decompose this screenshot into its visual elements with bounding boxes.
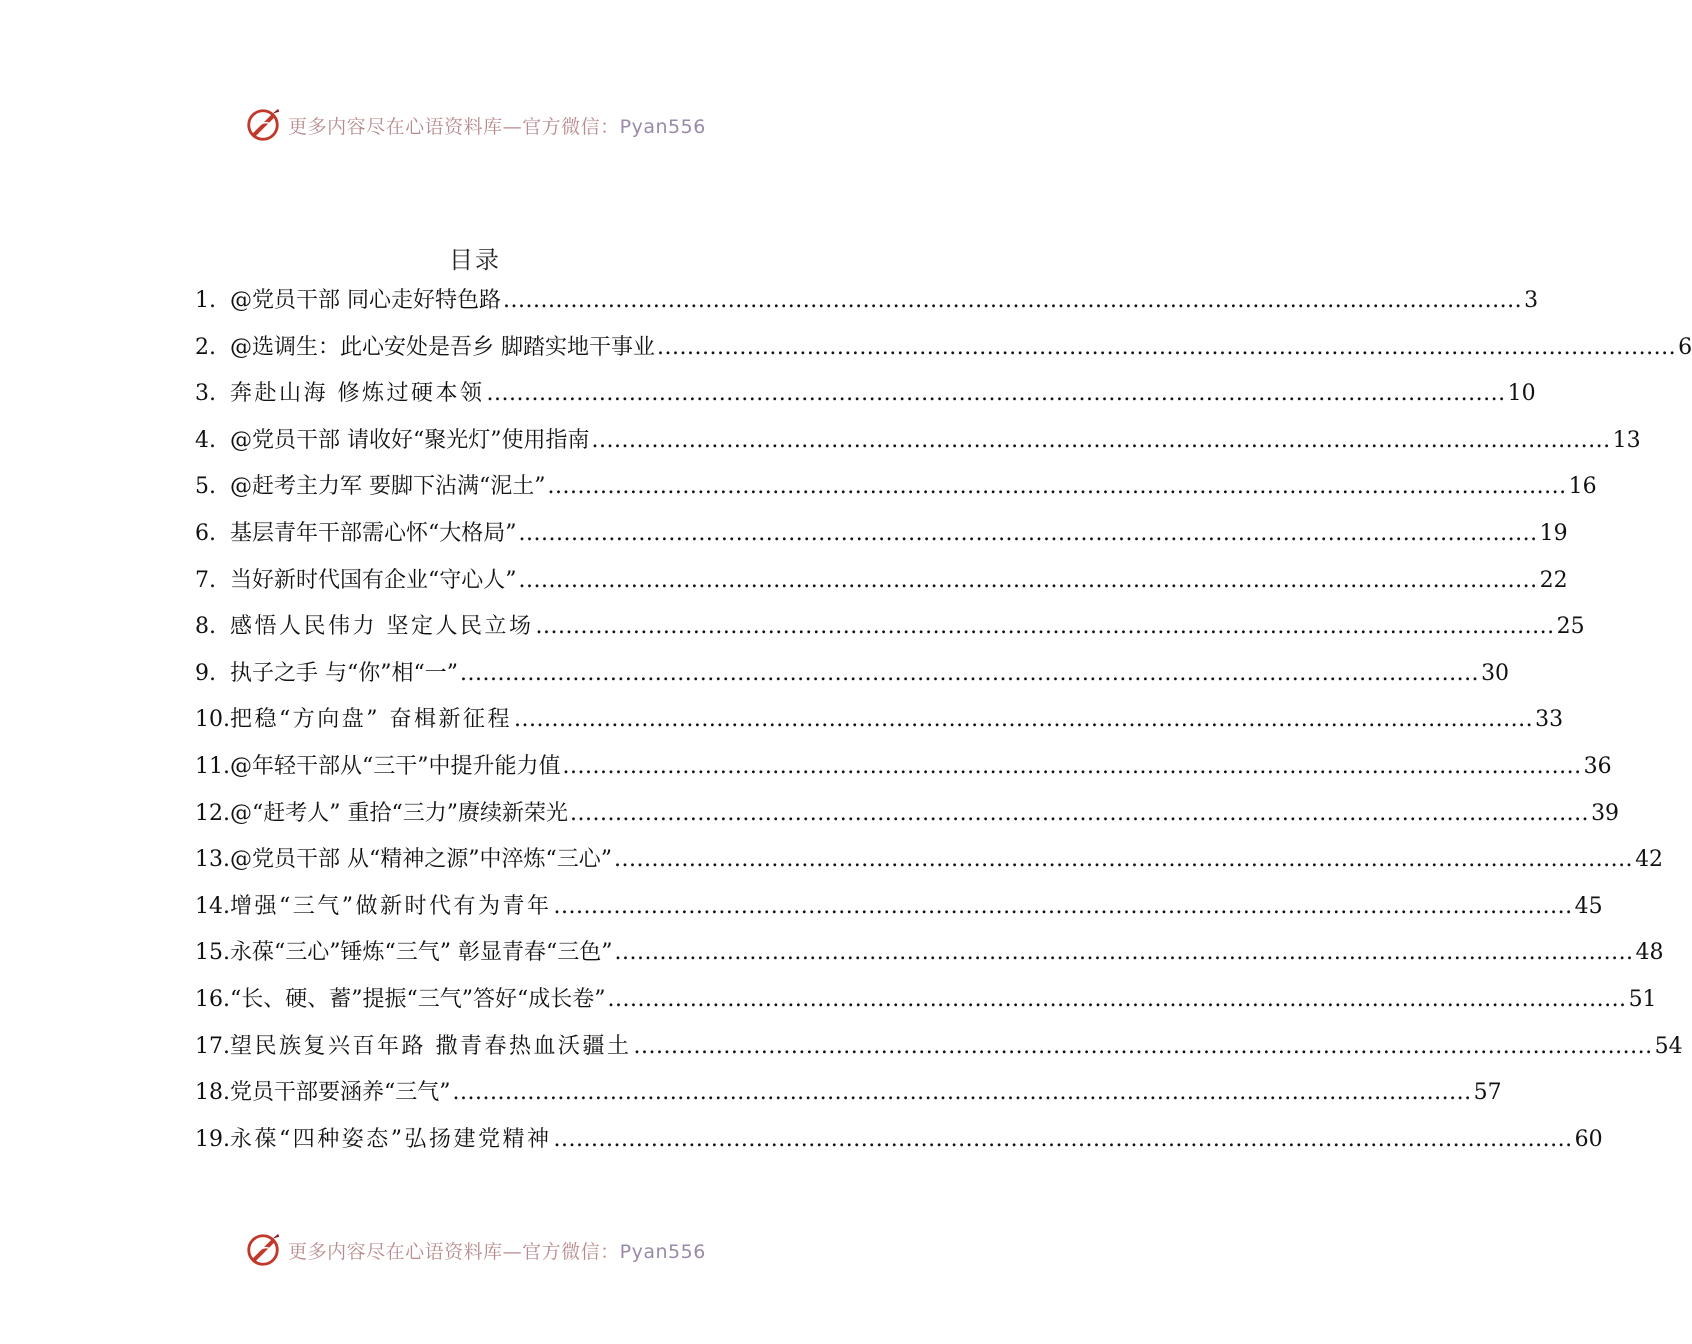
- toc-entry-title: @党员干部 同心走好特色路: [230, 288, 501, 313]
- footer-banner: [0, 1231, 950, 1269]
- header-banner: [0, 106, 950, 144]
- toc-entry[interactable]: [195, 469, 1597, 516]
- toc-entry-title: 奔赴山海 修炼过硬本领: [230, 381, 485, 407]
- toc-dot-leader: [503, 283, 1522, 319]
- toc-entry-number: 13.: [195, 847, 230, 873]
- toc-entry-page: 3: [1524, 288, 1539, 313]
- toc-entry-number: 14.: [195, 893, 230, 919]
- toc-dot-leader: [514, 702, 1533, 738]
- toc-entry-page: 45: [1574, 893, 1603, 919]
- toc-entry[interactable]: [195, 423, 1641, 470]
- toc-entry[interactable]: [195, 330, 1692, 377]
- toc-entry-number: 12.: [195, 800, 230, 826]
- toc-entry-title: 执子之手 与“你”相“一”: [230, 660, 458, 686]
- toc-entry-page: 33: [1535, 707, 1564, 733]
- toc-entry[interactable]: [195, 609, 1585, 656]
- toc-entry-title: 把稳“方向盘” 奋楫新征程: [230, 707, 512, 733]
- toc-entry-title: @年轻干部从“三干”中提升能力值: [230, 753, 561, 779]
- toc-entry-page: 22: [1539, 567, 1568, 593]
- toc-title: 目录: [449, 246, 501, 274]
- toc-entry-number: 1.: [195, 288, 216, 313]
- pen-logo-icon: [244, 106, 282, 144]
- toc-entry-title: 永葆“四种姿态”弘扬建党精神: [230, 1126, 552, 1152]
- toc-entry-number: 9.: [195, 660, 216, 686]
- toc-entry-number: 11.: [195, 753, 230, 779]
- toc-entry[interactable]: [195, 796, 1620, 843]
- toc-entry[interactable]: [195, 1029, 1683, 1076]
- toc-dot-leader: [548, 469, 1567, 505]
- toc-entry-number: 2.: [195, 334, 216, 360]
- toc-entry-number: 7.: [195, 567, 216, 593]
- toc-dot-leader: [563, 749, 1582, 785]
- toc-entry-page: 19: [1539, 520, 1568, 546]
- toc-entry-title: @选调生：此心安处是吾乡 脚踏实地干事业: [230, 334, 655, 360]
- banner-brand: Pyan556: [619, 1240, 706, 1263]
- toc-entry[interactable]: [195, 982, 1657, 1029]
- toc-dot-leader: [519, 563, 1538, 599]
- toc-dot-leader: [519, 516, 1538, 552]
- toc-dot-leader: [614, 842, 1633, 878]
- toc-entry-number: 10.: [195, 707, 230, 733]
- toc-entry[interactable]: [195, 516, 1568, 563]
- toc-entry-title: 望民族复兴百年路 撒青春热血沃疆土: [230, 1033, 632, 1059]
- toc-entry-page: 36: [1583, 753, 1612, 779]
- toc-entry[interactable]: [195, 1075, 1502, 1122]
- toc-dot-leader: [592, 423, 1611, 459]
- banner-brand: Pyan556: [619, 115, 706, 138]
- toc-entry-title: 基层青年干部需心怀“大格局”: [230, 520, 517, 546]
- toc-entry-page: 39: [1591, 800, 1620, 826]
- toc-entry-number: 17.: [195, 1033, 230, 1059]
- toc-entry-page: 13: [1612, 427, 1641, 453]
- toc-entry-number: 5.: [195, 474, 216, 500]
- table-of-contents: [195, 283, 1692, 1168]
- toc-entry[interactable]: [195, 376, 1536, 423]
- toc-entry-page: 6: [1678, 334, 1692, 360]
- toc-entry-title: 永葆“三心”锤炼“三气” 彰显青春“三色”: [230, 940, 613, 966]
- toc-entry-number: 4.: [195, 427, 216, 453]
- pen-logo-icon: [244, 1231, 282, 1269]
- toc-entry[interactable]: [195, 702, 1564, 749]
- toc-entry-page: 54: [1654, 1033, 1683, 1059]
- toc-entry-number: 18.: [195, 1080, 230, 1106]
- banner-text: 更多内容尽在心语资料库—官方微信：Pyan556: [288, 115, 706, 138]
- toc-entry-number: 3.: [195, 381, 216, 407]
- toc-dot-leader: [554, 889, 1573, 925]
- toc-entry[interactable]: [195, 656, 1510, 703]
- toc-dot-leader: [487, 376, 1506, 412]
- toc-dot-leader: [570, 796, 1589, 832]
- toc-entry-page: 10: [1507, 381, 1536, 407]
- toc-entry[interactable]: [195, 935, 1664, 982]
- toc-dot-leader: [554, 1122, 1573, 1158]
- toc-entry-number: 19.: [195, 1126, 230, 1152]
- toc-entry-title: 党员干部要涵养“三气”: [230, 1080, 451, 1106]
- toc-entry-page: 42: [1635, 847, 1664, 873]
- toc-entry-title: @党员干部 从“精神之源”中淬炼“三心”: [230, 847, 612, 873]
- toc-entry-number: 16.: [195, 986, 230, 1012]
- toc-entry-title: 当好新时代国有企业“守心人”: [230, 567, 517, 593]
- toc-entry-title: @赶考主力军 要脚下沾满“泥土”: [230, 474, 546, 500]
- toc-dot-leader: [460, 656, 1479, 692]
- toc-entry-page: 25: [1556, 614, 1585, 640]
- toc-entry-page: 51: [1628, 986, 1657, 1012]
- toc-entry-number: 15.: [195, 940, 230, 966]
- toc-entry[interactable]: [195, 563, 1568, 610]
- toc-dot-leader: [536, 609, 1555, 645]
- toc-entry-page: 57: [1473, 1080, 1502, 1106]
- toc-entry-number: 6.: [195, 520, 216, 546]
- banner-text: 更多内容尽在心语资料库—官方微信：Pyan556: [288, 1240, 706, 1263]
- toc-entry-page: 60: [1574, 1126, 1603, 1152]
- toc-entry-title: @“赶考人” 重拾“三力”赓续新荣光: [230, 800, 568, 826]
- toc-dot-leader: [607, 982, 1626, 1018]
- toc-dot-leader: [614, 935, 1633, 971]
- toc-entry[interactable]: [195, 749, 1612, 796]
- toc-dot-leader: [453, 1075, 1472, 1111]
- toc-entry-title: “长、硬、蓄”提振“三气”答好“成长卷”: [230, 986, 606, 1012]
- toc-entry[interactable]: [195, 889, 1603, 936]
- toc-dot-leader: [657, 330, 1676, 366]
- toc-entry-page: 16: [1568, 474, 1597, 500]
- toc-entry-title: 感悟人民伟力 坚定人民立场: [230, 614, 534, 640]
- toc-entry-number: 8.: [195, 614, 216, 640]
- toc-entry-page: 30: [1481, 660, 1510, 686]
- toc-entry[interactable]: [195, 283, 1539, 330]
- toc-dot-leader: [634, 1029, 1653, 1065]
- toc-entry[interactable]: [195, 1122, 1603, 1169]
- toc-entry-page: 48: [1635, 940, 1664, 966]
- toc-entry[interactable]: [195, 842, 1664, 889]
- toc-entry-title: @党员干部 请收好“聚光灯”使用指南: [230, 427, 590, 453]
- toc-entry-title: 增强“三气”做新时代有为青年: [230, 893, 552, 919]
